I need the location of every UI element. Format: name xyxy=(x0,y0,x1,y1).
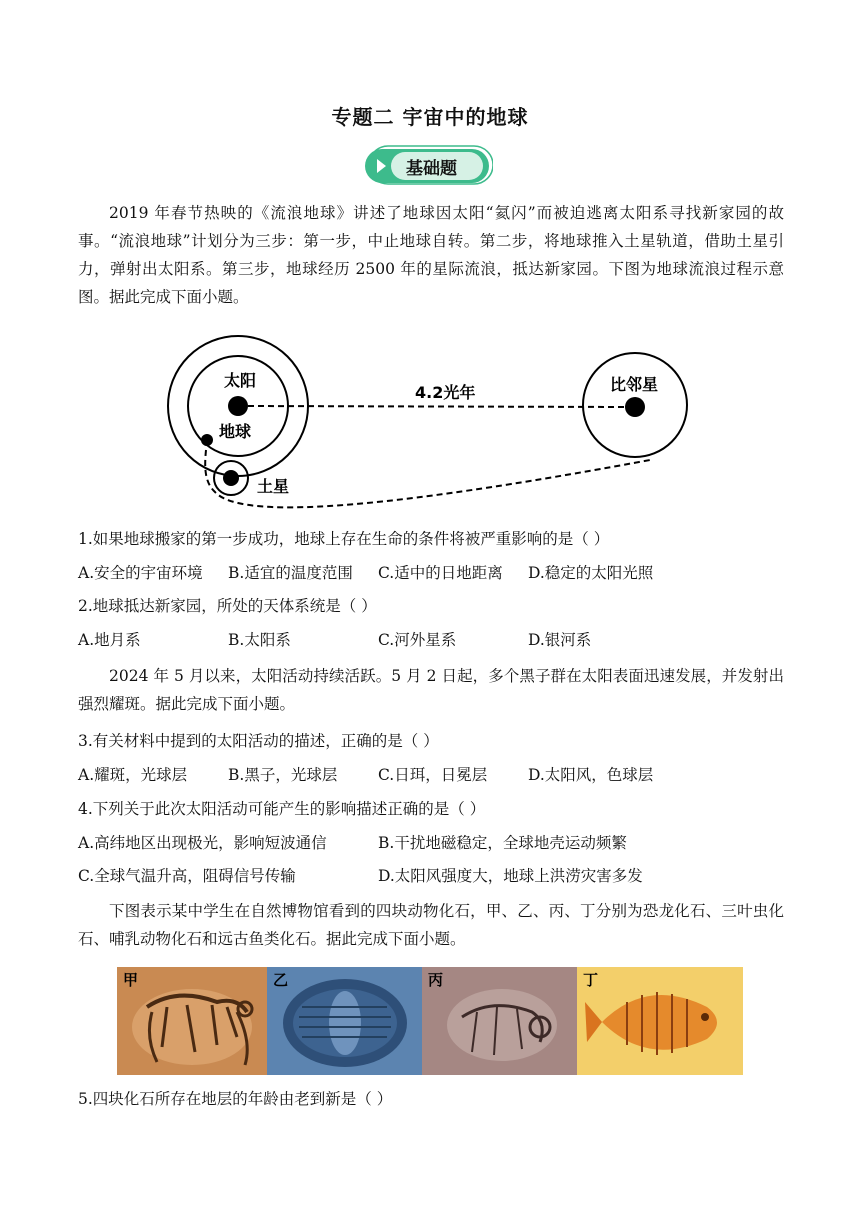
fossil-label-yi: 乙 xyxy=(273,971,289,989)
fossil-yi-image xyxy=(267,967,422,1075)
fish-fossil-icon xyxy=(577,967,743,1075)
trilobite-fossil-icon xyxy=(267,967,422,1075)
q1-option-d[interactable]: D.稳定的太阳光照 xyxy=(528,564,654,582)
passage-solar-activity: 2024 年 5 月以来，太阳活动持续活跃。5 月 2 日起，多个黑子群在太阳表面迅速发展，并发射出强烈耀斑。据此完成下面小题。 xyxy=(78,667,784,713)
fossil-label-ding: 丁 xyxy=(583,971,599,989)
q2-option-d[interactable]: D.银河系 xyxy=(528,631,592,649)
page-title: 专题二 宇宙中的地球 xyxy=(331,105,529,129)
q2-option-c[interactable]: C.河外星系 xyxy=(378,631,457,649)
fossil-images xyxy=(117,967,743,1077)
fossil-label-bing: 丙 xyxy=(428,971,444,989)
fossil-bing-image xyxy=(422,967,577,1075)
question-4-stem: 4.下列关于此次太阳活动可能产生的影响描述正确的是（ ） xyxy=(78,800,486,818)
passage-wandering-earth: 2019 年春节热映的《流浪地球》讲述了地球因太阳“氦闪”而被迫逃离太阳系寻找新家园的故事。“流浪地球”计划分为三步：第一步，中止地球自转。第二步，将地球推入土星轨道，借助土星引力，弹射出太阳系。第三步，地球经历 2500 年的星际流浪，抵达新家园。下图为地球流浪过程示意图。据此完成下面小题。 xyxy=(78,204,784,306)
q1-option-b[interactable]: B.适宜的温度范围 xyxy=(228,564,353,582)
q3-option-a[interactable]: A.耀斑，光球层 xyxy=(78,766,188,784)
fossil-ding-image xyxy=(577,967,743,1075)
q2-option-b[interactable]: B.太阳系 xyxy=(228,631,291,649)
dinosaur-fossil-icon xyxy=(117,967,267,1075)
fossil-jia-image xyxy=(117,967,267,1075)
q2-option-a[interactable]: A.地月系 xyxy=(78,631,141,649)
sun-label: 太阳 xyxy=(224,371,257,390)
saturn-label: 土星 xyxy=(257,477,290,496)
distance-line xyxy=(248,406,625,407)
question-2-stem: 2.地球抵达新家园，所处的天体系统是（ ） xyxy=(78,597,377,615)
q3-option-c[interactable]: C.日珥，日冕层 xyxy=(378,766,488,784)
proxima-dot xyxy=(625,397,645,417)
q4-option-c[interactable]: C.全球气温升高，阻碍信号传输 xyxy=(78,867,296,885)
saturn-dot xyxy=(223,470,239,486)
mammal-fossil-icon xyxy=(422,967,577,1075)
fossil-label-jia: 甲 xyxy=(123,971,139,989)
trajectory-path xyxy=(205,440,650,507)
question-3-stem: 3.有关材料中提到的太阳活动的描述，正确的是（ ） xyxy=(78,732,439,750)
passage-fossils: 下图表示某中学生在自然博物馆看到的四块动物化石，甲、乙、丙、丁分别为恐龙化石、三叶虫化石、哺乳动物化石和远古鱼类化石。据此完成下面小题。 xyxy=(78,902,784,948)
proxima-label: 比邻星 xyxy=(610,375,659,394)
section-badge-label: 基础题 xyxy=(406,159,457,179)
q4-option-b[interactable]: B.干扰地磁稳定，全球地壳运动频繁 xyxy=(378,834,627,852)
q4-option-a[interactable]: A.高纬地区出现极光，影响短波通信 xyxy=(78,834,327,852)
distance-label: 4.2光年 xyxy=(415,383,476,402)
earth-label: 地球 xyxy=(219,422,252,441)
sun-dot xyxy=(228,396,248,416)
question-1-stem: 1.如果地球搬家的第一步成功，地球上存在生命的条件将被严重影响的是（ ） xyxy=(78,530,610,548)
q1-option-a[interactable]: A.安全的宇宙环境 xyxy=(78,564,203,582)
question-5-stem: 5.四块化石所存在地层的年龄由老到新是（ ） xyxy=(78,1090,393,1108)
q1-option-c[interactable]: C.适中的日地距离 xyxy=(378,564,503,582)
q4-option-d[interactable]: D.太阳风强度大，地球上洪涝灾害多发 xyxy=(378,867,643,885)
q3-option-b[interactable]: B.黑子，光球层 xyxy=(228,766,338,784)
q3-option-d[interactable]: D.太阳风，色球层 xyxy=(528,766,654,784)
wandering-earth-diagram xyxy=(160,330,700,525)
